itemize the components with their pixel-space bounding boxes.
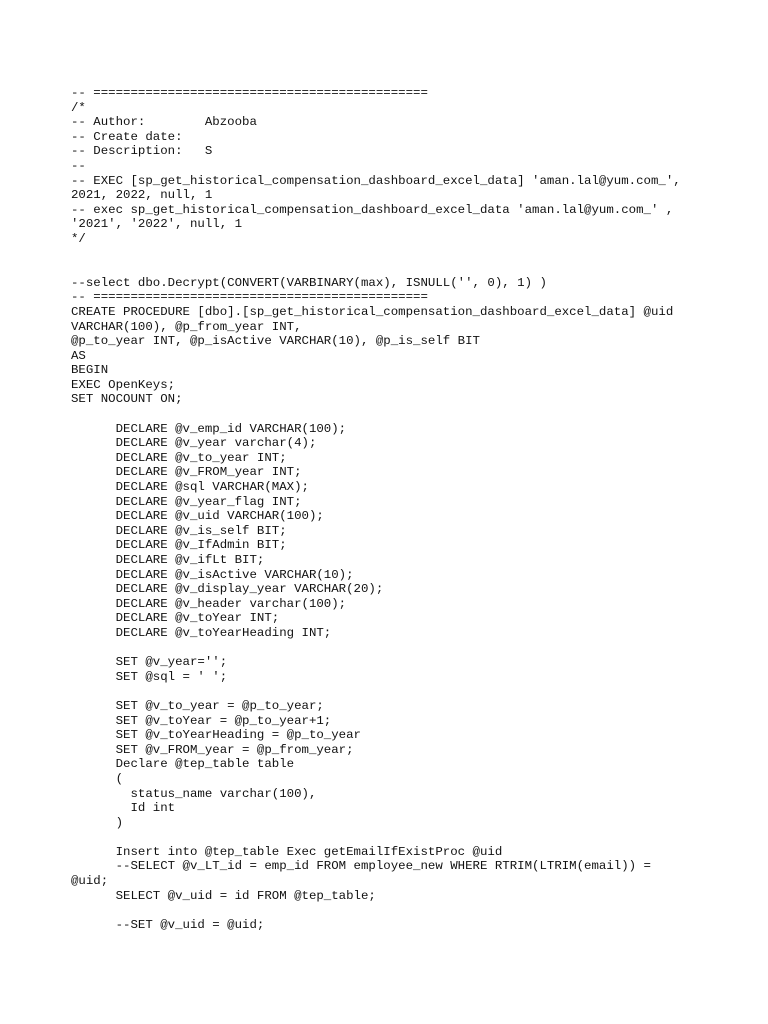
code-line: DECLARE @v_to_year INT;: [71, 450, 287, 465]
code-line: (: [71, 771, 124, 786]
code-line: DECLARE @v_toYearHeading INT;: [71, 625, 332, 640]
code-line: --SET @v_uid = @uid;: [71, 917, 265, 932]
code-line: -- Author: Abzooba: [71, 115, 257, 130]
code-line: 2021, 2022, null, 1: [71, 188, 213, 203]
code-line: VARCHAR(100), @p_from_year INT,: [71, 319, 302, 334]
code-line: [71, 684, 731, 699]
code-line: SET @v_toYearHeading = @p_to_year: [71, 728, 361, 743]
code-line: SET @v_toYear = @p_to_year+1;: [71, 713, 332, 728]
code-line: SELECT @v_uid = id FROM @tep_table;: [71, 888, 376, 903]
code-line: */: [71, 231, 86, 246]
code-line: SET @v_to_year = @p_to_year;: [71, 698, 324, 713]
code-line: SET @sql = ' ';: [71, 669, 228, 684]
code-line: [71, 247, 731, 262]
code-line: DECLARE @v_FROM_year INT;: [71, 465, 302, 480]
code-line: /*: [71, 100, 86, 115]
code-line: SET NOCOUNT ON;: [71, 392, 183, 407]
code-line: Id int: [71, 801, 176, 816]
code-line: --SELECT @v_LT_id = emp_id FROM employee_new WHERE RTRIM(LTRIM(email)) =: [71, 859, 651, 874]
code-line: --select dbo.Decrypt(CONVERT(VARBINARY(max), ISNULL('', 0), 1) ): [71, 275, 547, 290]
code-line: @p_to_year INT, @p_isActive VARCHAR(10), @p_is_self BIT: [71, 334, 480, 349]
code-line: DECLARE @v_emp_id VARCHAR(100);: [71, 421, 347, 436]
code-line: DECLARE @v_header varchar(100);: [71, 596, 347, 611]
document-page: [71, 86, 731, 932]
code-line: EXEC OpenKeys;: [71, 377, 176, 392]
code-line: [71, 407, 731, 422]
code-line: -- =============================================: [71, 86, 428, 100]
code-line: BEGIN: [71, 363, 109, 378]
code-line: --: [71, 158, 86, 173]
code-line: DECLARE @v_year_flag INT;: [71, 494, 302, 509]
code-line: '2021', '2022', null, 1: [71, 217, 243, 232]
code-line: DECLARE @v_toYear INT;: [71, 611, 280, 626]
code-line: Declare @tep_table table: [71, 757, 295, 772]
code-line: status_name varchar(100),: [71, 786, 317, 801]
sql-code-block: [71, 86, 731, 932]
code-line: -- exec sp_get_historical_compensation_dashboard_excel_data 'aman.lal@yum.com_' ,: [71, 202, 674, 217]
code-line: @uid;: [71, 874, 109, 889]
code-line: ): [71, 815, 124, 830]
code-line: -- =============================================: [71, 290, 428, 305]
code-line: [71, 641, 731, 656]
code-line: DECLARE @sql VARCHAR(MAX);: [71, 480, 309, 495]
code-line: DECLARE @v_ifLt BIT;: [71, 553, 265, 567]
code-line: SET @v_year='';: [71, 655, 228, 670]
code-line: -- Create date:: [71, 129, 183, 144]
code-line: [71, 261, 731, 276]
code-line: [71, 903, 731, 918]
code-line: DECLARE @v_uid VARCHAR(100);: [71, 509, 324, 524]
code-line: -- EXEC [sp_get_historical_compensation_dashboard_excel_data] 'aman.lal@yum.com_',: [71, 173, 681, 188]
code-line: -- Description: S: [71, 144, 213, 159]
code-line: SET @v_FROM_year = @p_from_year;: [71, 742, 354, 757]
code-line: DECLARE @v_display_year VARCHAR(20);: [71, 582, 384, 597]
code-line: CREATE PROCEDURE [dbo].[sp_get_historical_compensation_dashboard_excel_data] @uid: [71, 304, 674, 319]
code-line: AS: [71, 348, 86, 363]
code-line: [71, 830, 731, 845]
code-line: DECLARE @v_isActive VARCHAR(10);: [71, 567, 354, 582]
code-line: DECLARE @v_is_self BIT;: [71, 523, 287, 538]
code-line: Insert into @tep_table Exec getEmailIfExistProc @uid: [71, 844, 503, 859]
code-line: DECLARE @v_year varchar(4);: [71, 436, 317, 451]
code-line: DECLARE @v_IfAdmin BIT;: [71, 538, 287, 553]
